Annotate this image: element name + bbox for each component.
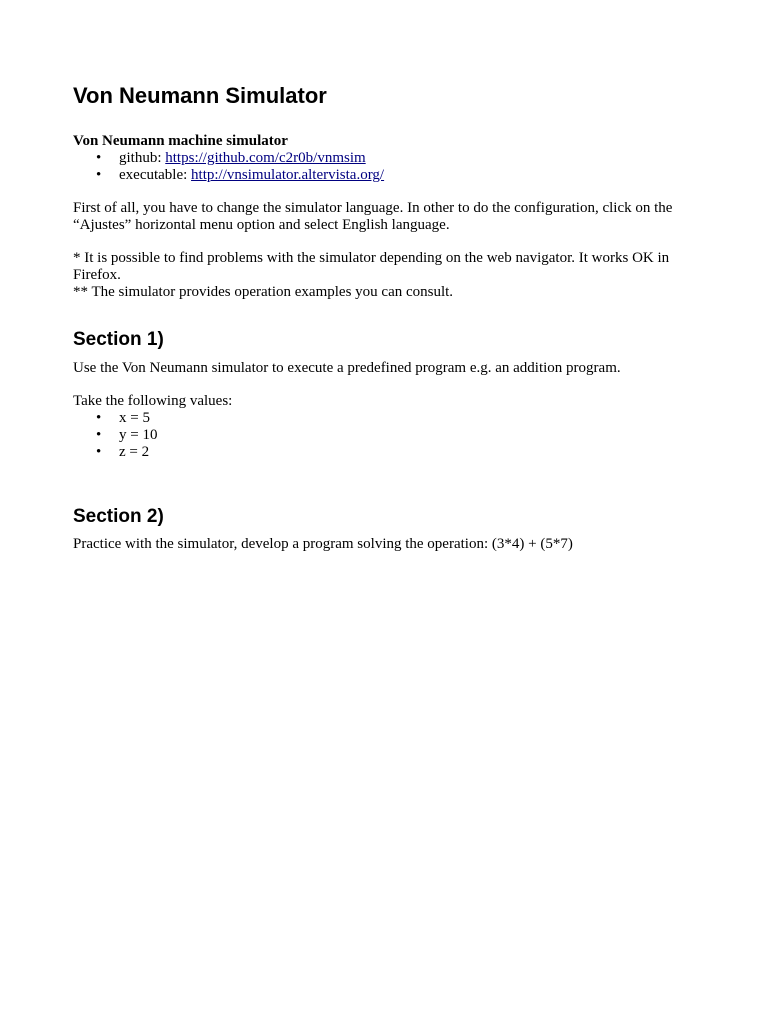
section-2-text: Practice with the simulator, develop a program solving the operation: (3*4) + (5*7) [73,536,573,552]
values-intro: Take the following values: [73,393,233,409]
intro-block [73,133,703,184]
values-list [73,410,703,461]
value-y: y = 10 [119,427,158,443]
executable-link[interactable]: http://vnsimulator.altervista.org/ [191,167,385,183]
value-x: x = 5 [119,410,150,426]
list-item [73,444,703,461]
link-list [73,150,703,184]
github-label: github: [119,150,166,166]
page-title: Von Neumann Simulator [73,83,327,108]
bullet-icon: • [96,427,102,443]
list-item [73,410,703,427]
note-browser: * It is possible to find problems with the simulator depending on the web navigator. It works OK in Firefox. [73,250,670,283]
bullet-icon: • [96,444,102,460]
list-item [73,427,703,444]
notes-block [73,250,703,301]
value-z: z = 2 [119,444,150,460]
section-1-title: Section 1) [73,329,164,350]
github-link[interactable]: https://github.com/c2r0b/vnmsim [165,150,366,166]
config-paragraph: First of all, you have to change the simulator language. In other to do the configuration, click on the “Ajustes” horizontal menu option and select English language. [73,200,673,233]
values-block [73,393,703,461]
note-examples: ** The simulator provides operation examples you can consult. [73,284,454,300]
section-2-title: Section 2) [73,506,164,527]
list-item-executable [73,167,703,184]
section-1-text: Use the Von Neumann simulator to execute a predefined program e.g. an addition program. [73,360,621,376]
list-item-github [73,150,703,167]
bullet-icon: • [96,167,102,183]
bullet-icon: • [96,410,102,426]
executable-label: executable: [119,167,192,183]
intro-heading: Von Neumann machine simulator [73,133,288,149]
bullet-icon: • [96,150,102,166]
